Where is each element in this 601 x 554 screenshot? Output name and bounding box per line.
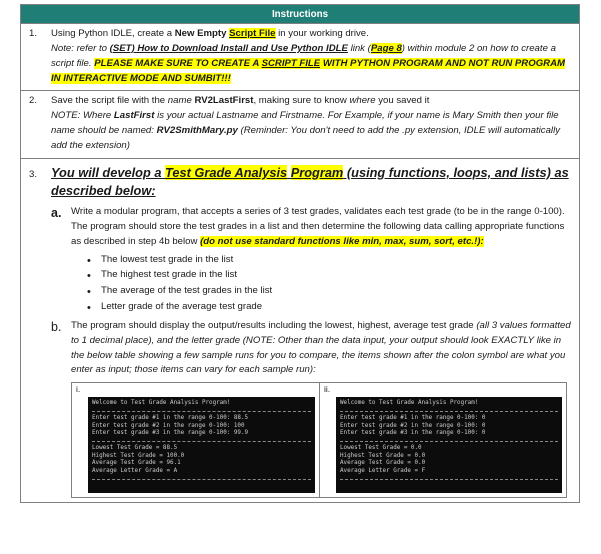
step-1-warning-end: WITH PYTHON PROGRAM AND NOT RUN PROGRAM IN INTERACTIVE MODE AND SUMBIT!!! (51, 57, 566, 84)
sample-run-1 (72, 383, 319, 497)
step-1-warning-script-file: SCRIPT FILE (261, 57, 321, 69)
step-1-number: 1. (29, 28, 38, 39)
step-2-filename: RV2LastFirst (191, 95, 254, 107)
step-2-reminder: (Reminder: You don't need to add the .py extension, IDLE will automatically add the extension) (51, 125, 560, 152)
console-input-line: Enter test grade #3 in the range 0-100: 99.9 (92, 430, 249, 437)
step-3a-bullets (87, 252, 573, 315)
step-2-body (51, 94, 573, 153)
bullet-item: • The highest test grade in the list (87, 267, 573, 283)
console-divider (340, 479, 558, 480)
console-divider (340, 441, 558, 442)
console-output (336, 397, 562, 493)
step-3a (51, 205, 573, 250)
step-1-note-text: ) within module 2 on how to create a script file. (51, 42, 556, 69)
step-2 (21, 91, 579, 158)
step-1 (21, 24, 579, 91)
console-input-line: Enter test grade #3 in the range 0-100: 0 (340, 430, 486, 437)
step-3-title-start: You will develop a (51, 164, 166, 180)
bullet-item: • The lowest test grade in the list (87, 252, 573, 268)
step-2-note (51, 109, 573, 154)
sample-run-label: i. (76, 384, 81, 395)
bullet-item: • Letter grade of the average test grade (87, 299, 573, 315)
step-3b-description: The program should display the output/results including the lowest, highest, average test grade (71, 319, 477, 331)
step-1-new-empty: New Empty (174, 28, 230, 39)
step-1-text: Using Python IDLE, create a (51, 28, 175, 39)
step-3b (51, 319, 573, 378)
sample-runs-table (71, 382, 567, 498)
sample-run-label: ii. (324, 384, 331, 395)
console-divider (92, 479, 311, 480)
step-3-title-end: (using functions, loops, and lists) as described below: (51, 164, 569, 199)
step-3a-text (71, 205, 573, 250)
step-3a-restriction: (do not use standard functions like min, max, sum, sort, etc.!): (200, 235, 484, 247)
step-1-body (51, 27, 573, 86)
step-3-title-program: Program (290, 164, 344, 180)
bullet-item: • The average of the test grades in the list (87, 283, 573, 299)
console-result-line: Lowest Test Grade = 88.5 (92, 444, 178, 451)
console-input-line: Enter test grade #2 in the range 0-100: 100 (92, 422, 245, 429)
step-1-text-end: in your working drive. (275, 28, 369, 39)
step-2-name: name (167, 95, 192, 107)
step-2-text: Save the script file with the (51, 95, 168, 107)
step-2-lastfirst: LastFirst (113, 110, 155, 122)
step-2-note-text: is your actual Lastname and Firstname. For Example, if your name is Mary Smith then your file name should be named: (51, 110, 559, 137)
console-result-line: Highest Test Grade = 100.0 (92, 452, 185, 459)
step-1-note-link-text: link ( (347, 42, 371, 54)
step-1-warning: PLEASE MAKE SURE TO CREATE A (94, 57, 262, 69)
console-divider (92, 441, 311, 442)
sample-run-2 (319, 383, 566, 497)
step-2-note-prefix: NOTE: Where (51, 110, 114, 122)
step-3b-label: b. (51, 319, 62, 334)
step-3b-format-note: (all 3 values formatted to 1 decimal place) (71, 319, 571, 346)
step-1-script-file: Script File (229, 28, 276, 39)
step-2-instruction (51, 94, 573, 109)
step-2-text-end: you saved it (375, 95, 430, 107)
step-1-page-link[interactable]: Page 8 (370, 42, 402, 54)
step-3-title-highlight: Test Grade Analysis (165, 164, 288, 180)
console-output (88, 397, 315, 493)
step-2-example-filename: RV2SmithMary.py (156, 125, 238, 137)
console-result-line: Average Test Grade = 0.0 (340, 460, 426, 467)
step-3b-output-note: , and the letter grade (NOTE: Other than the data input, your output should look EXACTLY like in the below table showing a few sample runs for you to compare, the items shown after the colon symbol are what you enter as input; those items can vary for each sample run): (71, 334, 566, 376)
console-input-line: Enter test grade #2 in the range 0-100: 0 (340, 422, 486, 429)
step-2-number: 2. (29, 95, 38, 107)
console-result-line: Average Letter Grade = F (340, 468, 426, 474)
step-2-text-mid: , making sure to know (253, 95, 350, 107)
step-3-title (51, 164, 573, 201)
console-divider (340, 411, 558, 412)
step-3-number: 3. (29, 168, 38, 180)
console-input-line: Enter test grade #1 in the range 0-100: 0 (340, 414, 486, 421)
step-1-note-prefix: Note: refer to (51, 42, 110, 54)
console-divider (92, 411, 311, 412)
console-welcome: Welcome to Test Grade Analysis Program! (92, 400, 231, 407)
step-3a-label: a. (51, 205, 62, 220)
step-1-idle-link[interactable]: (SET) How to Download Install and Use Python IDLE (109, 42, 348, 54)
console-result-line: Average Letter Grade = A (92, 468, 178, 474)
instructions-table (20, 4, 580, 503)
step-2-where: where (349, 95, 376, 107)
step-3a-description: Write a modular program, that accepts a series of 3 test grades, validates each test grade (to be in the range 0-100). The program should store the test grades in a list and then determine the following data calling appropriate functions as described in step 4b below (71, 205, 565, 247)
console-result-line: Lowest Test Grade = 0.0 (340, 444, 422, 451)
step-3b-text (71, 319, 573, 378)
step-1-instruction (51, 27, 573, 42)
step-3 (21, 159, 579, 502)
step-1-note (51, 42, 573, 87)
console-welcome: Welcome to Test Grade Analysis Program! (340, 400, 479, 407)
console-result-line: Average Test Grade = 96.1 (92, 460, 181, 467)
instructions-header: Instructions (21, 5, 579, 24)
console-result-line: Highest Test Grade = 0.0 (340, 452, 426, 459)
console-input-line: Enter test grade #1 in the range 0-100: 88.5 (92, 414, 249, 421)
